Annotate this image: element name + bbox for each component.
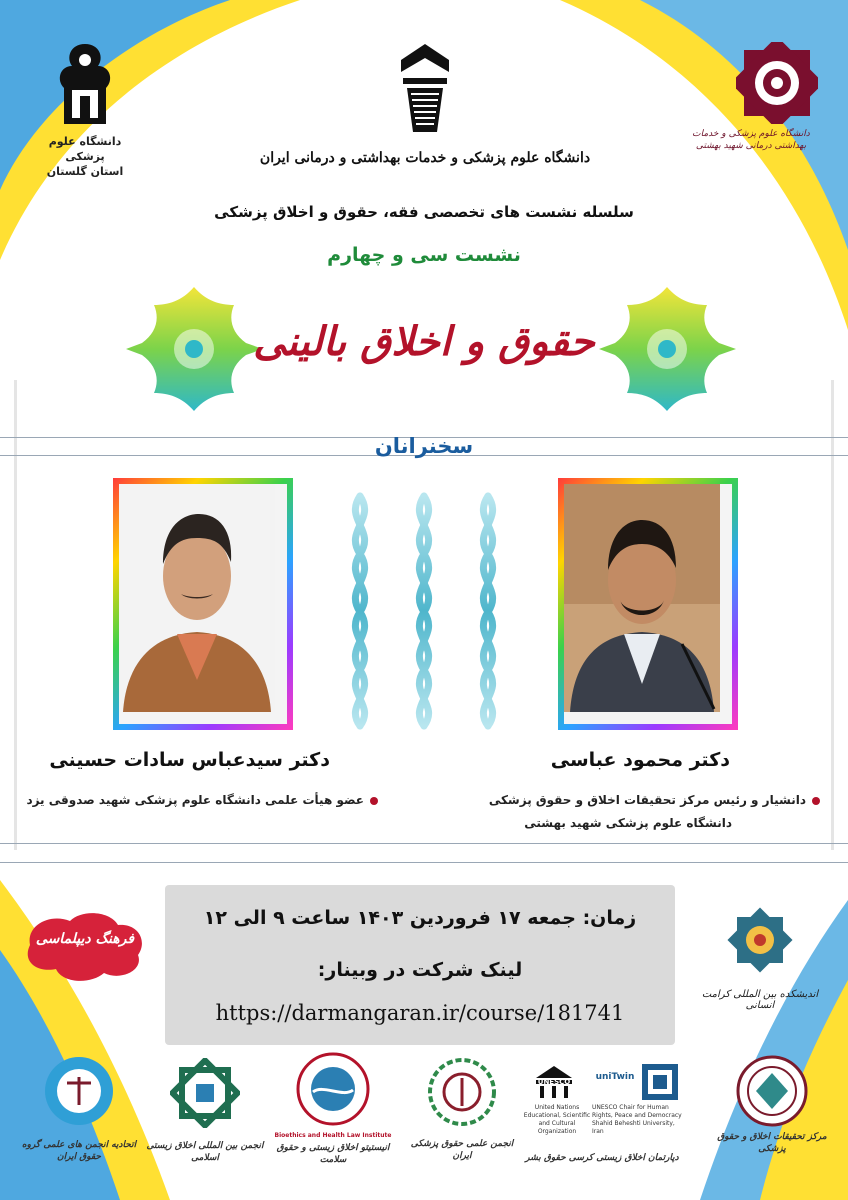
speaker2-bullet (370, 797, 378, 805)
speaker2-desc-line1 (20, 790, 378, 811)
bioethics-health-law-institute-icon (296, 1052, 370, 1126)
speaker1-desc1-text: دانشیار و رئیس مرکز تحقیقات اخلاق و حقوق پزشکی (488, 793, 806, 807)
unesco-chair-small-caption: UNESCO Chair for Human Rights, Peace and Democracy Shahid Beheshti University, Iran (592, 1104, 682, 1135)
karamat-star-icon (725, 905, 795, 975)
karamat-caption: اندیشکده بین المللی کرامت انسانی (701, 989, 819, 1011)
farhang-brand-text: فرهنگ دیپلماسی (35, 931, 135, 947)
footer-caption-3: انجمن علمی حقوق پزشکی ایران (410, 1139, 514, 1161)
beheshti-university-logo (676, 32, 826, 172)
speaker1-bullet (812, 797, 820, 805)
footer-caption-1: مرکز تحقیقات اخلاق و حقوق پزشکی (717, 1132, 827, 1154)
farhang-diplomacy-logo (20, 905, 150, 985)
speaker1-desc-line2: دانشگاه علوم پزشکی شهید بهشتی (524, 816, 732, 830)
golestan-caption-line1: دانشگاه علوم پزشکی (48, 135, 122, 163)
footer-logo-2 (522, 1060, 682, 1170)
footer-caption-4: انیستیتو اخلاق زیستی و حقوق سلامت (276, 1143, 390, 1165)
beheshti-caption: دانشگاه علوم پزشکی و خدمات بهداشتی درمانی شهید بهشتی (692, 129, 810, 151)
medical-law-association-icon (428, 1058, 496, 1126)
speaker1-name: دکتر محمود عباسی (550, 749, 730, 771)
golestan-emblem-icon (50, 40, 120, 130)
islamic-bioethics-association-icon (170, 1058, 240, 1128)
speaker1-photo-frame (558, 478, 738, 730)
iran-university-emblem-icon (397, 42, 453, 134)
speaker2-desc1-text: عضو هیأت علمی دانشگاه علوم پزشکی شهید صدوقی یزد (26, 793, 364, 807)
footer-logo-6 (20, 1055, 138, 1163)
webinar-link-label: لینک شرکت در وبینار: (317, 959, 523, 981)
iran-university-logo (395, 42, 455, 138)
speaker2-name: دکتر سیدعباس سادات حسینی (49, 749, 330, 771)
footer-caption-5: انجمن بین المللی اخلاق زیستی اسلامی (146, 1141, 264, 1163)
center-pattern-icon (338, 490, 510, 730)
event-time: زمان: جمعه ۱۷ فروردین ۱۴۰۳ ساعت ۹ الی ۱۲ (203, 907, 637, 929)
event-info-box (165, 885, 675, 1045)
unesco-small-caption: United Nations Educational, Scientific and Cultural Organization (523, 1104, 591, 1135)
speakers-heading: سخنرانان (374, 434, 474, 458)
footer-logo-5 (140, 1058, 270, 1164)
golestan-caption-line2: استان گلستان (46, 165, 124, 178)
series-line: سلسله نشست های تخصصی فقه، حقوق و اخلاق پزشکی (214, 203, 634, 221)
speaker2-portrait-icon (119, 484, 275, 712)
divider-bottom-2 (0, 862, 848, 863)
karamat-institute-logo (690, 905, 830, 1015)
speaker1-portrait-icon (564, 484, 720, 712)
footer-caption-2: دپارتمان اخلاق زیستی کرسی حقوق بشر (525, 1153, 679, 1163)
unesco-chair-icon (640, 1062, 680, 1102)
speaker2-photo-frame (113, 478, 293, 730)
footer-caption-6: اتحادیه انجمن های علمی گروه حقوق ایران (21, 1140, 137, 1162)
divider-bottom (0, 843, 848, 844)
main-university-name: دانشگاه علوم پزشکی و خدمات بهداشتی و درمانی ایران (259, 150, 591, 166)
unesco-wordmark: UNESCO (537, 1078, 571, 1086)
speaker1-photo (564, 484, 732, 724)
law-associations-union-icon (43, 1055, 115, 1127)
beheshti-star-icon (736, 42, 818, 124)
research-center-seal-icon (736, 1055, 808, 1127)
session-title: حقوق و اخلاق بالینی (253, 318, 595, 365)
unitwin-text: uniTwin (595, 1072, 635, 1082)
bioethics-ring-text: Bioethics and Health Law Institute (274, 1132, 392, 1139)
footer-logo-3 (402, 1058, 522, 1162)
footer-logo-1 (712, 1055, 832, 1155)
speaker2-photo (119, 484, 287, 724)
webinar-url[interactable]: https://darmangaran.ir/course/181741 (215, 1001, 625, 1025)
speaker1-desc-line1 (420, 790, 820, 811)
golestan-university-logo (30, 40, 140, 179)
footer-logo-4 (268, 1052, 398, 1166)
session-line: نشست سی و چهارم (327, 244, 521, 266)
